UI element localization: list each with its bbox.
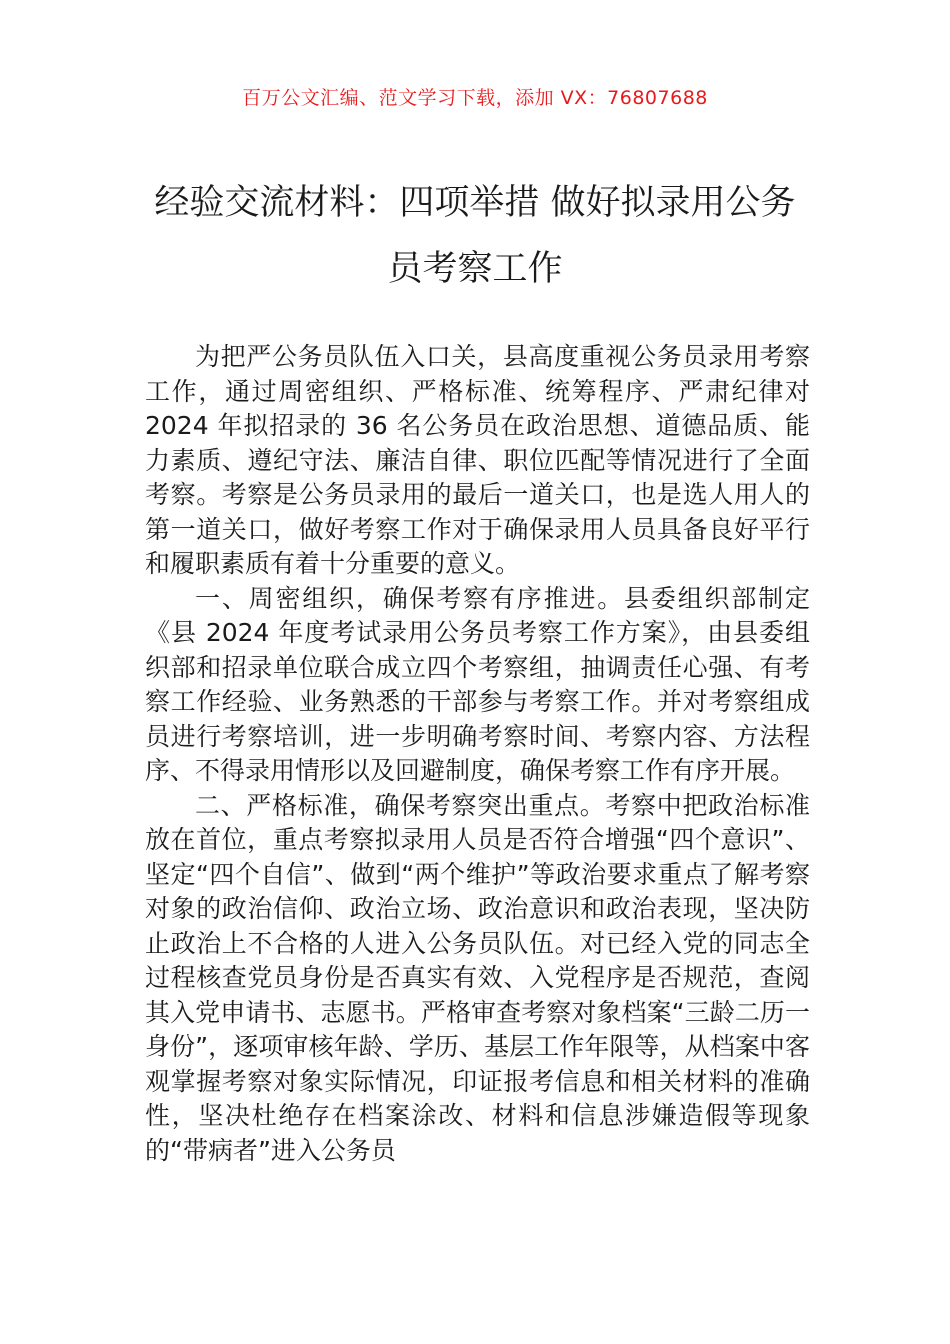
paragraph-section-1: 一、周密组织，确保考察有序推进。县委组织部制定《县 2024 年度考试录用公务员考察工作方案》，由县委组织部和招录单位联合成立四个考察组，抽调责任心强、有考察工作经验、业务熟悉的干部参与考察工作。并对考察组成员进行考察培训，进一步明确考察时间、考察内容、方法程序、不得录用情形以及回避制度，确保考察工作有序开展。 xyxy=(145,583,810,785)
document-body xyxy=(145,340,810,1168)
header-contact-note: 百万公文汇编、范文学习下载，添加 VX：76807688 xyxy=(242,87,708,109)
paragraph-intro: 为把严公务员队伍入口关，县高度重视公务员录用考察工作，通过周密组织、严格标准、统筹程序、严肃纪律对 2024 年拟招录的 36 名公务员在政治思想、道德品质、能力素质、遵纪守法、廉洁自律、职位匹配等情况进行了全面考察。考察是公务员录用的最后一道关口，也是选人用人的第一道关口，做好考察工作对于确保录用人员具备良好平行和履职素质有着十分重要的意义。 xyxy=(145,342,810,578)
paragraph-section-2: 二、严格标准，确保考察突出重点。考察中把政治标准放在首位，重点考察拟录用人员是否符合增强“四个意识”、坚定“四个自信”、做到“两个维护”等政治要求重点了解考察对象的政治信仰、政治立场、政治意识和政治表现，坚决防止政治上不合格的人进入公务员队伍。对已经入党的同志全过程核查党员身份是否真实有效、入党程序是否规范，查阅其入党申请书、志愿书。严格审查考察对象档案“三龄二历一身份”，逐项审核年龄、学历、基层工作年限等，从档案中客观掌握考察对象实际情况，印证报考信息和相关材料的准确性，坚决杜绝存在档案涂改、材料和信息涉嫌造假等现象的“带病者”进入公务员 xyxy=(145,790,810,1165)
document-title: 经验交流材料：四项举措 做好拟录用公务员考察工作 xyxy=(154,183,796,289)
